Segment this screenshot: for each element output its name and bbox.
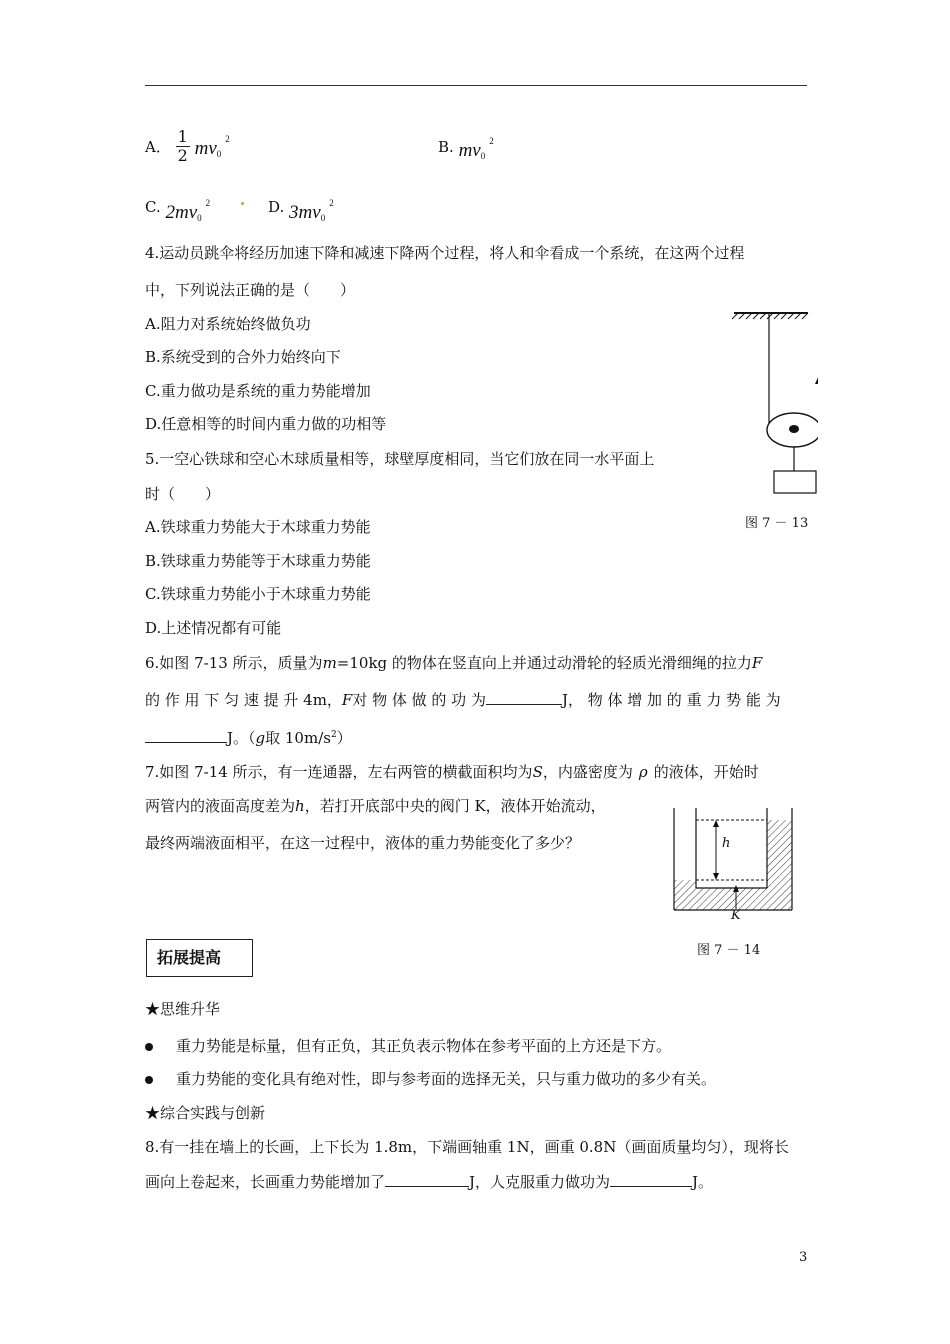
bullet-item-2 xyxy=(145,1068,716,1089)
fraction xyxy=(176,128,190,165)
variable-F: F xyxy=(341,691,353,709)
q5-option-b: B.铁球重力势能等于木球重力势能 xyxy=(145,552,371,570)
math-expression: mv xyxy=(194,137,217,159)
superscript: 2 xyxy=(489,136,494,146)
q4-option-d: D.任意相等的时间内重力做的功相等 xyxy=(145,415,387,433)
subsection-thinking: ★思维升华 xyxy=(145,1000,221,1018)
q5-option-d: D.上述情况都有可能 xyxy=(145,619,282,637)
subscript: 0 xyxy=(480,151,486,161)
superscript: 2 xyxy=(205,198,211,208)
variable-g: g xyxy=(255,729,266,747)
text: J。（ xyxy=(227,729,256,747)
subscript: 0 xyxy=(197,213,202,223)
variable-h: h xyxy=(295,797,305,815)
option-label: C. xyxy=(145,198,161,216)
q8-line1: 8.有一挂在墙上的长画，上下长为 1.8m，下端画轴重 1N，画重 0.8N（画面质量均匀），现将长 xyxy=(145,1138,789,1156)
text: ，内盛密度为 xyxy=(542,763,633,781)
header-rule xyxy=(145,85,807,86)
connected-vessel-figure xyxy=(666,805,798,925)
math-expression: 2mv xyxy=(165,202,198,223)
q6-line1 xyxy=(145,652,762,674)
decorative-dot xyxy=(241,202,244,205)
superscript: 2 xyxy=(329,198,334,208)
text: J， 物 体 增 加 的 重 力 势 能 为 xyxy=(561,691,781,709)
text: J，人克服重力做功为 xyxy=(469,1173,611,1191)
figure-7-14-caption: 图 7 － 14 xyxy=(697,943,761,958)
text: 对 物 体 做 的 功 为 xyxy=(352,691,486,709)
q8-line2 xyxy=(145,1171,713,1193)
q5-stem-line1: 5.一空心铁球和空心木球质量相等，球壁厚度相同，当它们放在同一水平面上 xyxy=(145,450,655,468)
q5-stem-line2: 时（ ） xyxy=(145,485,221,503)
figure-7-13-caption: 图 7 － 13 xyxy=(745,516,809,531)
q4-stem-line1: 4.运动员跳伞将经历加速下降和减速下降两个过程，将人和伞看成一个系统，在这两个过程 xyxy=(145,244,745,262)
pulley-figure xyxy=(728,305,818,505)
option-c xyxy=(145,190,210,224)
option-label: B. xyxy=(438,138,454,156)
bullet-icon xyxy=(145,1043,153,1051)
q4-option-b: B.系统受到的合外力始终向下 xyxy=(145,348,341,366)
figure-label-K: K xyxy=(731,908,741,923)
superscript: 2 xyxy=(225,133,230,144)
bullet-item-1 xyxy=(145,1035,671,1056)
math-expression: 3mv xyxy=(289,202,321,223)
fraction-numerator: 1 xyxy=(177,127,188,146)
text: =10kg 的物体在竖直向上并通过动滑轮的轻质光滑细绳的拉力 xyxy=(336,654,752,672)
superscript: 2 xyxy=(330,730,337,740)
text: 6.如图 7-13 所示，质量为 xyxy=(145,654,323,672)
math-expression: mv xyxy=(458,140,481,161)
subsection-practice: ★综合实践与创新 xyxy=(145,1104,266,1122)
variable-rho: ρ xyxy=(638,763,648,781)
option-b xyxy=(438,136,494,162)
answer-blank[interactable] xyxy=(486,690,562,705)
text: 两管内的液面高度差为 xyxy=(145,797,296,815)
q7-line3: 最终两端液面相平，在这一过程中，液体的重力势能变化了多少？ xyxy=(145,834,581,852)
text: J。 xyxy=(692,1173,714,1191)
option-label: A． xyxy=(145,138,171,156)
answer-blank[interactable] xyxy=(145,728,227,743)
q5-option-a: A.铁球重力势能大于木球重力势能 xyxy=(145,518,371,536)
fraction-denominator: 2 xyxy=(177,146,188,165)
q7-line2 xyxy=(145,795,606,817)
answer-blank[interactable] xyxy=(610,1172,692,1187)
text: 7.如图 7-14 所示，有一连通器，左右两管的横截面积均为 xyxy=(145,763,533,781)
bullet-icon xyxy=(145,1076,153,1084)
text: 的 作 用 下 匀 速 提 升 4m， xyxy=(145,691,342,709)
bullet-text: 重力势能是标量，但有正负，其正负表示物体在参考平面的上方还是下方。 xyxy=(176,1037,672,1055)
q4-stem-line2: 中，下列说法正确的是（ ） xyxy=(145,281,356,299)
variable-F: F xyxy=(751,654,763,672)
figure-label-h: h xyxy=(722,836,731,851)
text: 的液体，开始时 xyxy=(653,763,759,781)
variable-S: S xyxy=(532,763,543,781)
option-d xyxy=(268,190,334,224)
text: ，若打开底部中央的阀门 K，液体开始流动， xyxy=(304,797,606,815)
q6-line3 xyxy=(145,724,352,749)
q4-option-c: C.重力做功是系统的重力势能增加 xyxy=(145,382,371,400)
subscript: 0 xyxy=(216,148,222,159)
answer-blank[interactable] xyxy=(385,1172,469,1187)
text: 画向上卷起来，长画重力势能增加了 xyxy=(145,1173,386,1191)
text: 取 10m/s xyxy=(265,729,331,747)
q5-option-c: C.铁球重力势能小于木球重力势能 xyxy=(145,585,371,603)
q6-line2 xyxy=(145,689,781,711)
page-number: 3 xyxy=(799,1250,808,1265)
q4-option-a: A.阻力对系统始终做负功 xyxy=(145,315,311,333)
q7-line1 xyxy=(145,761,759,783)
text: ） xyxy=(336,729,352,747)
bullet-text: 重力势能的变化具有绝对性，即与参考面的选择无关，只与重力做功的多少有关。 xyxy=(176,1070,717,1088)
variable-m: m xyxy=(322,654,337,672)
option-a xyxy=(145,128,230,165)
subscript: 0 xyxy=(320,213,326,223)
option-label: D. xyxy=(268,198,285,216)
section-title-box: 拓展提高 xyxy=(146,939,253,977)
